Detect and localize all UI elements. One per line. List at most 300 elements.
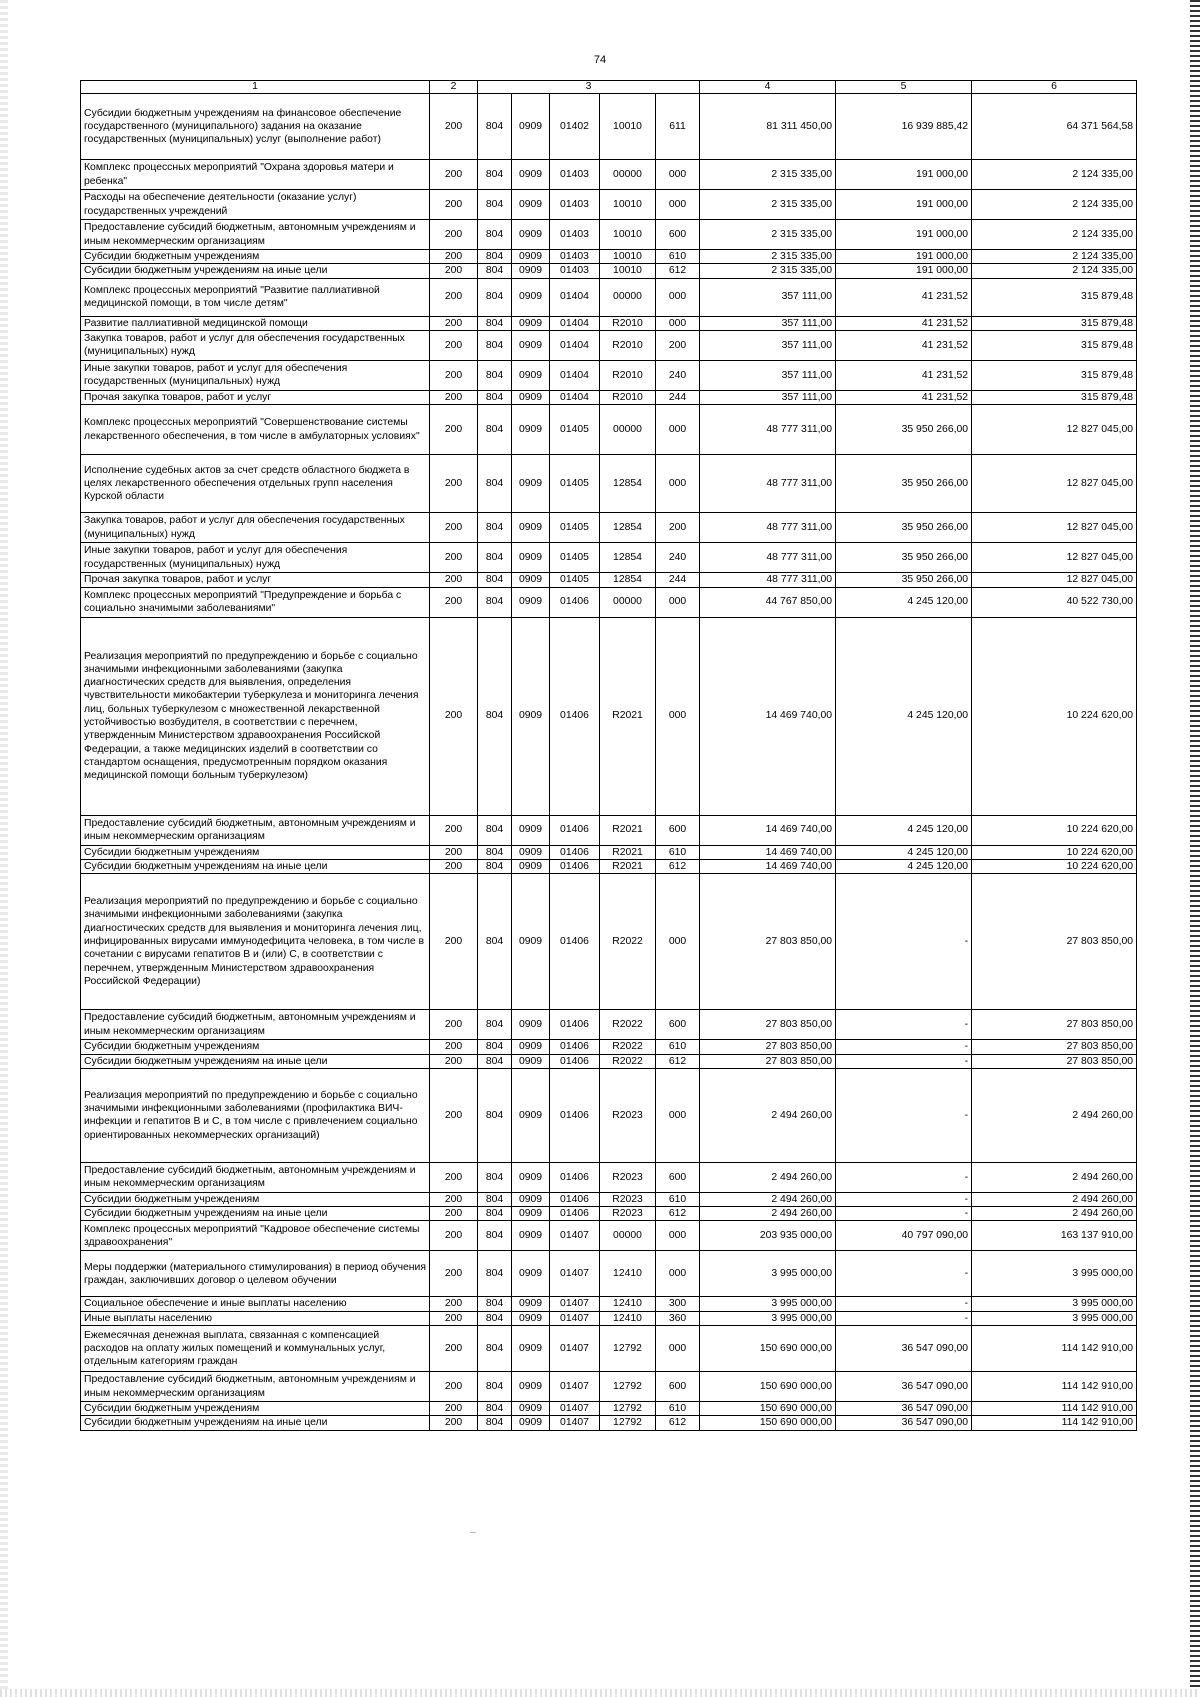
- cs2-code: R2022: [600, 874, 656, 1010]
- vr-code: 240: [656, 360, 700, 390]
- amount-col5: 35 950 266,00: [836, 405, 972, 455]
- amount-col6: 2 494 260,00: [972, 1162, 1137, 1192]
- amount-col4: 2 315 335,00: [700, 264, 836, 278]
- scan-edge-right: [1190, 0, 1200, 1697]
- vr-code: 000: [656, 1221, 700, 1251]
- row-name: Исполнение судебных актов за счет средств областного бюджета в целях лекарственного обеспечения отдельных групп населения Курской области: [81, 455, 430, 513]
- table-row: [81, 1040, 1137, 1054]
- table-row: [81, 1297, 1137, 1311]
- rz-code: 804: [478, 845, 512, 859]
- cs-code: 01406: [550, 845, 600, 859]
- cs-code: 01406: [550, 617, 600, 815]
- cs2-code: R2021: [600, 845, 656, 859]
- cs2-code: R2010: [600, 390, 656, 404]
- table-row: [81, 330, 1137, 360]
- cs-code: 01406: [550, 859, 600, 873]
- vr-code: 610: [656, 1402, 700, 1416]
- cs2-code: 12854: [600, 513, 656, 543]
- gr-code: 200: [430, 815, 478, 845]
- cs2-code: R2023: [600, 1162, 656, 1192]
- cs-code: 01403: [550, 250, 600, 264]
- gr-code: 200: [430, 250, 478, 264]
- gr-code: 200: [430, 1372, 478, 1402]
- gr-code: 200: [430, 94, 478, 160]
- amount-col5: -: [836, 1251, 972, 1297]
- table-row: [81, 1372, 1137, 1402]
- scan-dot: [470, 1532, 476, 1533]
- rz-code: 804: [478, 1162, 512, 1192]
- gr-code: 200: [430, 1054, 478, 1068]
- amount-col4: 48 777 311,00: [700, 543, 836, 573]
- rz-code: 804: [478, 543, 512, 573]
- amount-col6: 40 522 730,00: [972, 587, 1137, 617]
- table-row: [81, 1221, 1137, 1251]
- table-row: [81, 1068, 1137, 1162]
- gr-code: 200: [430, 1297, 478, 1311]
- amount-col4: 2 494 260,00: [700, 1162, 836, 1192]
- pr-code: 0909: [512, 1010, 550, 1040]
- vr-code: 612: [656, 1054, 700, 1068]
- cs2-code: R2022: [600, 1054, 656, 1068]
- amount-col4: 150 690 000,00: [700, 1372, 836, 1402]
- pr-code: 0909: [512, 1326, 550, 1372]
- table-row: [81, 543, 1137, 573]
- amount-col4: 81 311 450,00: [700, 94, 836, 160]
- row-name: Субсидии бюджетным учреждениям на иные цели: [81, 1054, 430, 1068]
- table-row: [81, 1311, 1137, 1325]
- gr-code: 200: [430, 278, 478, 316]
- amount-col4: 48 777 311,00: [700, 513, 836, 543]
- pr-code: 0909: [512, 513, 550, 543]
- gr-code: 200: [430, 405, 478, 455]
- row-name: Предоставление субсидий бюджетным, автономным учреждениям и иным некоммерческим организациям: [81, 1010, 430, 1040]
- amount-col5: 36 547 090,00: [836, 1416, 972, 1430]
- amount-col6: 114 142 910,00: [972, 1326, 1137, 1372]
- table-row: [81, 160, 1137, 190]
- rz-code: 804: [478, 360, 512, 390]
- row-name: Комплекс процессных мероприятий "Охрана здоровья матери и ребенка": [81, 160, 430, 190]
- row-name: Прочая закупка товаров, работ и услуг: [81, 390, 430, 404]
- table-row: [81, 278, 1137, 316]
- vr-code: 300: [656, 1297, 700, 1311]
- header-cell: 3: [478, 81, 700, 94]
- cs-code: 01405: [550, 405, 600, 455]
- amount-col4: 48 777 311,00: [700, 455, 836, 513]
- pr-code: 0909: [512, 390, 550, 404]
- pr-code: 0909: [512, 160, 550, 190]
- pr-code: 0909: [512, 859, 550, 873]
- cs-code: 01406: [550, 1207, 600, 1221]
- row-name: Иные закупки товаров, работ и услуг для обеспечения государственных (муниципальных) нужд: [81, 360, 430, 390]
- amount-col5: 4 245 120,00: [836, 617, 972, 815]
- amount-col5: 36 547 090,00: [836, 1402, 972, 1416]
- gr-code: 200: [430, 1192, 478, 1206]
- amount-col6: 114 142 910,00: [972, 1372, 1137, 1402]
- amount-col4: 2 315 335,00: [700, 220, 836, 250]
- vr-code: 000: [656, 1251, 700, 1297]
- rz-code: 804: [478, 1192, 512, 1206]
- pr-code: 0909: [512, 250, 550, 264]
- cs2-code: R2010: [600, 316, 656, 330]
- amount-col4: 3 995 000,00: [700, 1251, 836, 1297]
- gr-code: 200: [430, 513, 478, 543]
- vr-code: 612: [656, 859, 700, 873]
- row-name: Ежемесячная денежная выплата, связанная с компенсацией расходов на оплату жилых помещений и коммунальных услуг, отдельным категориям граждан: [81, 1326, 430, 1372]
- cs2-code: 12792: [600, 1326, 656, 1372]
- pr-code: 0909: [512, 845, 550, 859]
- vr-code: 244: [656, 573, 700, 587]
- header-cell: 4: [700, 81, 836, 94]
- pr-code: 0909: [512, 455, 550, 513]
- table-row: [81, 1010, 1137, 1040]
- rz-code: 804: [478, 859, 512, 873]
- cs-code: 01406: [550, 1162, 600, 1192]
- amount-col6: 2 494 260,00: [972, 1068, 1137, 1162]
- vr-code: 000: [656, 160, 700, 190]
- cs-code: 01405: [550, 513, 600, 543]
- rz-code: 804: [478, 1221, 512, 1251]
- row-name: Комплекс процессных мероприятий "Предупреждение и борьба с социально значимыми заболеваниями": [81, 587, 430, 617]
- cs2-code: 12854: [600, 455, 656, 513]
- amount-col6: 2 124 335,00: [972, 190, 1137, 220]
- rz-code: 804: [478, 1416, 512, 1430]
- pr-code: 0909: [512, 815, 550, 845]
- row-name: Реализация мероприятий по предупреждению и борьбе с социально значимыми инфекционными заболеваниями (закупка диагностических средств для выявления, определения чувствительности микобактерии туберкулеза и мониторинга лечения лиц, больных туберкулезом с множественной лекарственной устойчивостью возбудителя, в соответствии с перечнем, утвержденным Министерством здравоохранения Российской Федерации, а также медицинских изделий в соответствии со стандартом оснащения, предусмотренным порядком оказания медицинской помощи больным туберкулезом): [81, 617, 430, 815]
- rz-code: 804: [478, 160, 512, 190]
- amount-col4: 48 777 311,00: [700, 405, 836, 455]
- gr-code: 200: [430, 1251, 478, 1297]
- gr-code: 200: [430, 220, 478, 250]
- amount-col5: 191 000,00: [836, 250, 972, 264]
- cs2-code: R2022: [600, 1010, 656, 1040]
- vr-code: 600: [656, 815, 700, 845]
- vr-code: 600: [656, 220, 700, 250]
- rz-code: 804: [478, 250, 512, 264]
- amount-col6: 2 494 260,00: [972, 1192, 1137, 1206]
- gr-code: 200: [430, 1416, 478, 1430]
- table-row: [81, 815, 1137, 845]
- cs2-code: 12792: [600, 1402, 656, 1416]
- rz-code: 804: [478, 1010, 512, 1040]
- cs-code: 01406: [550, 874, 600, 1010]
- pr-code: 0909: [512, 1372, 550, 1402]
- pr-code: 0909: [512, 1207, 550, 1221]
- vr-code: 000: [656, 278, 700, 316]
- amount-col6: 64 371 564,58: [972, 94, 1137, 160]
- rz-code: 804: [478, 94, 512, 160]
- budget-table: [80, 80, 1137, 1431]
- amount-col5: -: [836, 1040, 972, 1054]
- cs2-code: 12410: [600, 1297, 656, 1311]
- table-row: [81, 190, 1137, 220]
- amount-col5: -: [836, 1207, 972, 1221]
- amount-col6: 12 827 045,00: [972, 543, 1137, 573]
- gr-code: 200: [430, 874, 478, 1010]
- gr-code: 200: [430, 845, 478, 859]
- table-row: [81, 1162, 1137, 1192]
- cs2-code: 00000: [600, 160, 656, 190]
- cs2-code: 00000: [600, 278, 656, 316]
- row-name: Реализация мероприятий по предупреждению и борьбе с социально значимыми инфекционными заболеваниями (закупка диагностических средств для выявления и мониторинга лечения лиц, инфицированных вирусами иммунодефицита человека, в том числе в сочетании с вирусами гепатитов В и (или) С, в соответствии с перечнем, утвержденным Министерством здравоохранения Российской Федерации): [81, 874, 430, 1010]
- amount-col4: 2 494 260,00: [700, 1068, 836, 1162]
- amount-col6: 2 494 260,00: [972, 1207, 1137, 1221]
- amount-col6: 12 827 045,00: [972, 573, 1137, 587]
- rz-code: 804: [478, 220, 512, 250]
- pr-code: 0909: [512, 1221, 550, 1251]
- vr-code: 610: [656, 250, 700, 264]
- amount-col6: 2 124 335,00: [972, 220, 1137, 250]
- amount-col4: 2 494 260,00: [700, 1192, 836, 1206]
- amount-col4: 27 803 850,00: [700, 874, 836, 1010]
- row-name: Субсидии бюджетным учреждениям: [81, 250, 430, 264]
- amount-col6: 315 879,48: [972, 316, 1137, 330]
- table-row: [81, 1416, 1137, 1430]
- cs-code: 01406: [550, 1054, 600, 1068]
- amount-col4: 357 111,00: [700, 330, 836, 360]
- amount-col5: 41 231,52: [836, 360, 972, 390]
- gr-code: 200: [430, 573, 478, 587]
- cs2-code: 12792: [600, 1416, 656, 1430]
- rz-code: 804: [478, 874, 512, 1010]
- cs-code: 01405: [550, 543, 600, 573]
- pr-code: 0909: [512, 617, 550, 815]
- cs-code: 01406: [550, 815, 600, 845]
- cs-code: 01407: [550, 1221, 600, 1251]
- amount-col4: 14 469 740,00: [700, 845, 836, 859]
- amount-col5: 4 245 120,00: [836, 815, 972, 845]
- amount-col5: 41 231,52: [836, 278, 972, 316]
- cs-code: 01404: [550, 278, 600, 316]
- row-name: Комплекс процессных мероприятий "Кадровое обеспечение системы здравоохранения": [81, 1221, 430, 1251]
- row-name: Комплекс процессных мероприятий "Совершенствование системы лекарственного обеспечения, в том числе в амбулаторных условиях": [81, 405, 430, 455]
- pr-code: 0909: [512, 1162, 550, 1192]
- vr-code: 611: [656, 94, 700, 160]
- pr-code: 0909: [512, 874, 550, 1010]
- amount-col6: 27 803 850,00: [972, 1040, 1137, 1054]
- row-name: Иные закупки товаров, работ и услуг для обеспечения государственных (муниципальных) нужд: [81, 543, 430, 573]
- cs-code: 01406: [550, 1010, 600, 1040]
- cs2-code: 00000: [600, 1221, 656, 1251]
- cs2-code: 00000: [600, 587, 656, 617]
- amount-col6: 10 224 620,00: [972, 617, 1137, 815]
- amount-col6: 315 879,48: [972, 390, 1137, 404]
- amount-col6: 2 124 335,00: [972, 250, 1137, 264]
- amount-col5: 35 950 266,00: [836, 573, 972, 587]
- vr-code: 000: [656, 316, 700, 330]
- cs-code: 01407: [550, 1251, 600, 1297]
- amount-col6: 10 224 620,00: [972, 859, 1137, 873]
- amount-col4: 14 469 740,00: [700, 617, 836, 815]
- cs-code: 01407: [550, 1326, 600, 1372]
- amount-col6: 2 124 335,00: [972, 264, 1137, 278]
- pr-code: 0909: [512, 316, 550, 330]
- row-name: Субсидии бюджетным учреждениям на финансовое обеспечение государственного (муниципального) задания на оказание государственных (муниципальных) услуг (выполнение работ): [81, 94, 430, 160]
- amount-col4: 2 315 335,00: [700, 160, 836, 190]
- cs2-code: R2021: [600, 815, 656, 845]
- vr-code: 610: [656, 1192, 700, 1206]
- amount-col4: 357 111,00: [700, 390, 836, 404]
- gr-code: 200: [430, 1207, 478, 1221]
- cs-code: 01405: [550, 573, 600, 587]
- cs2-code: 12854: [600, 543, 656, 573]
- rz-code: 804: [478, 264, 512, 278]
- gr-code: 200: [430, 1326, 478, 1372]
- pr-code: 0909: [512, 1402, 550, 1416]
- row-name: Субсидии бюджетным учреждениям: [81, 1040, 430, 1054]
- cs2-code: R2023: [600, 1192, 656, 1206]
- row-name: Социальное обеспечение и иные выплаты населению: [81, 1297, 430, 1311]
- table-row: [81, 94, 1137, 160]
- table-row: [81, 220, 1137, 250]
- table-row: [81, 455, 1137, 513]
- amount-col4: 48 777 311,00: [700, 573, 836, 587]
- cs-code: 01404: [550, 360, 600, 390]
- cs-code: 01407: [550, 1416, 600, 1430]
- amount-col5: 41 231,52: [836, 316, 972, 330]
- amount-col6: 3 995 000,00: [972, 1251, 1137, 1297]
- scan-edge-left: [0, 0, 8, 1697]
- row-name: Предоставление субсидий бюджетным, автономным учреждениям и иным некоммерческим организациям: [81, 220, 430, 250]
- header-cell: 2: [430, 81, 478, 94]
- rz-code: 804: [478, 1326, 512, 1372]
- pr-code: 0909: [512, 1054, 550, 1068]
- rz-code: 804: [478, 1040, 512, 1054]
- amount-col5: 191 000,00: [836, 220, 972, 250]
- table-row: [81, 390, 1137, 404]
- amount-col5: 41 231,52: [836, 390, 972, 404]
- row-name: Субсидии бюджетным учреждениям: [81, 845, 430, 859]
- gr-code: 200: [430, 1010, 478, 1040]
- row-name: Комплекс процессных мероприятий "Развитие паллиативной медицинской помощи, в том числе детям": [81, 278, 430, 316]
- vr-code: 612: [656, 1416, 700, 1430]
- gr-code: 200: [430, 160, 478, 190]
- cs-code: 01403: [550, 264, 600, 278]
- amount-col5: 35 950 266,00: [836, 455, 972, 513]
- amount-col4: 27 803 850,00: [700, 1040, 836, 1054]
- cs2-code: 12410: [600, 1311, 656, 1325]
- cs2-code: R2023: [600, 1068, 656, 1162]
- amount-col4: 357 111,00: [700, 316, 836, 330]
- amount-col4: 44 767 850,00: [700, 587, 836, 617]
- header-cell: 6: [972, 81, 1137, 94]
- rz-code: 804: [478, 587, 512, 617]
- row-name: Закупка товаров, работ и услуг для обеспечения государственных (муниципальных) нужд: [81, 513, 430, 543]
- pr-code: 0909: [512, 405, 550, 455]
- table-row: [81, 316, 1137, 330]
- table-row: [81, 617, 1137, 815]
- vr-code: 200: [656, 513, 700, 543]
- amount-col5: -: [836, 1010, 972, 1040]
- amount-col5: 191 000,00: [836, 190, 972, 220]
- table-row: [81, 859, 1137, 873]
- gr-code: 200: [430, 1221, 478, 1251]
- table-row: [81, 1402, 1137, 1416]
- gr-code: 200: [430, 316, 478, 330]
- pr-code: 0909: [512, 543, 550, 573]
- vr-code: 610: [656, 845, 700, 859]
- pr-code: 0909: [512, 190, 550, 220]
- vr-code: 000: [656, 455, 700, 513]
- amount-col4: 150 690 000,00: [700, 1416, 836, 1430]
- amount-col6: 3 995 000,00: [972, 1297, 1137, 1311]
- rz-code: 804: [478, 815, 512, 845]
- rz-code: 804: [478, 330, 512, 360]
- table-row: [81, 405, 1137, 455]
- pr-code: 0909: [512, 1311, 550, 1325]
- cs2-code: 12410: [600, 1251, 656, 1297]
- gr-code: 200: [430, 264, 478, 278]
- cs2-code: 10010: [600, 264, 656, 278]
- gr-code: 200: [430, 390, 478, 404]
- amount-col5: 41 231,52: [836, 330, 972, 360]
- pr-code: 0909: [512, 1251, 550, 1297]
- cs2-code: R2010: [600, 330, 656, 360]
- cs-code: 01406: [550, 1068, 600, 1162]
- pr-code: 0909: [512, 264, 550, 278]
- pr-code: 0909: [512, 360, 550, 390]
- row-name: Закупка товаров, работ и услуг для обеспечения государственных (муниципальных) нужд: [81, 330, 430, 360]
- gr-code: 200: [430, 1311, 478, 1325]
- table-row: [81, 1054, 1137, 1068]
- gr-code: 200: [430, 1040, 478, 1054]
- vr-code: 000: [656, 874, 700, 1010]
- row-name: Реализация мероприятий по предупреждению и борьбе с социально значимыми инфекционными заболеваниями (профилактика ВИЧ-инфекции и гепатитов В и С, в том числе с привлечением социально ориентированных некоммерческих организаций): [81, 1068, 430, 1162]
- gr-code: 200: [430, 190, 478, 220]
- amount-col6: 2 124 335,00: [972, 160, 1137, 190]
- vr-code: 200: [656, 330, 700, 360]
- cs-code: 01406: [550, 1040, 600, 1054]
- row-name: Предоставление субсидий бюджетным, автономным учреждениям и иным некоммерческим организациям: [81, 1162, 430, 1192]
- amount-col6: 315 879,48: [972, 278, 1137, 316]
- amount-col5: -: [836, 1162, 972, 1192]
- amount-col5: 4 245 120,00: [836, 845, 972, 859]
- amount-col6: 12 827 045,00: [972, 405, 1137, 455]
- pr-code: 0909: [512, 1416, 550, 1430]
- amount-col5: -: [836, 874, 972, 1010]
- row-name: Субсидии бюджетным учреждениям на иные цели: [81, 859, 430, 873]
- amount-col5: 36 547 090,00: [836, 1372, 972, 1402]
- amount-col5: 35 950 266,00: [836, 543, 972, 573]
- cs-code: 01407: [550, 1372, 600, 1402]
- amount-col6: 10 224 620,00: [972, 815, 1137, 845]
- rz-code: 804: [478, 1372, 512, 1402]
- pr-code: 0909: [512, 94, 550, 160]
- amount-col4: 14 469 740,00: [700, 815, 836, 845]
- vr-code: 000: [656, 617, 700, 815]
- cs2-code: R2021: [600, 859, 656, 873]
- amount-col5: -: [836, 1054, 972, 1068]
- vr-code: 000: [656, 587, 700, 617]
- pr-code: 0909: [512, 1297, 550, 1311]
- cs-code: 01403: [550, 190, 600, 220]
- amount-col4: 2 315 335,00: [700, 190, 836, 220]
- gr-code: 200: [430, 543, 478, 573]
- amount-col4: 357 111,00: [700, 278, 836, 316]
- amount-col4: 150 690 000,00: [700, 1402, 836, 1416]
- table-row: [81, 250, 1137, 264]
- rz-code: 804: [478, 1297, 512, 1311]
- header-cell: 1: [81, 81, 430, 94]
- cs-code: 01403: [550, 160, 600, 190]
- row-name: Развитие паллиативной медицинской помощи: [81, 316, 430, 330]
- table-row: [81, 573, 1137, 587]
- row-name: Предоставление субсидий бюджетным, автономным учреждениям и иным некоммерческим организациям: [81, 815, 430, 845]
- table-row: [81, 1326, 1137, 1372]
- amount-col6: 163 137 910,00: [972, 1221, 1137, 1251]
- header-row: [81, 81, 1137, 94]
- amount-col5: -: [836, 1192, 972, 1206]
- cs2-code: 10010: [600, 250, 656, 264]
